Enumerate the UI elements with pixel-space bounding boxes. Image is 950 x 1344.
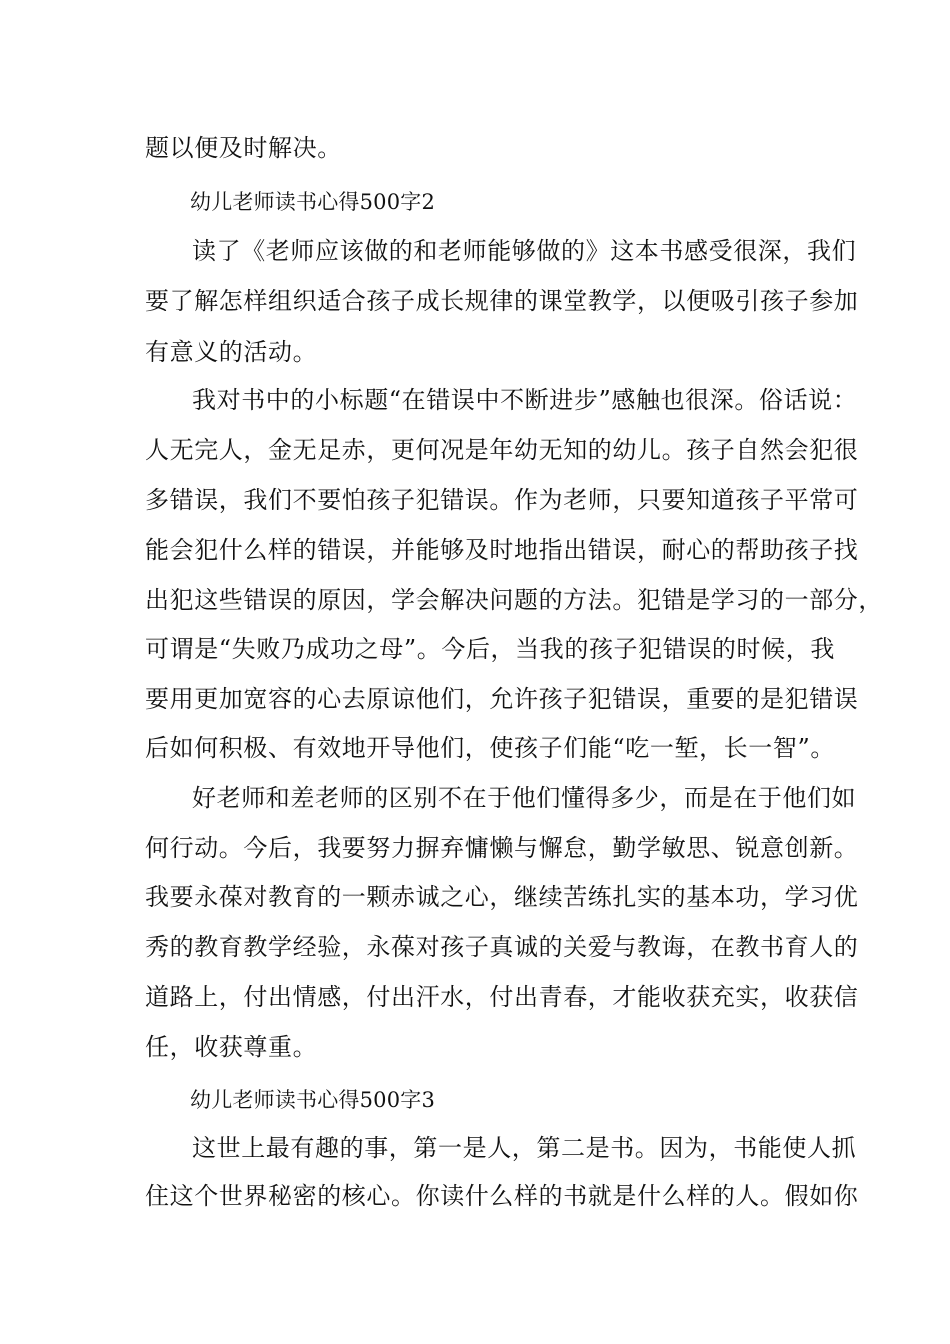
- text-line: 要了解怎样组织适合孩子成长规律的课堂教学，以便吸引孩子参加: [145, 287, 859, 315]
- text-line: 题以便及时解决。: [145, 134, 342, 162]
- text-line: 住这个世界秘密的核心。你读什么样的书就是什么样的人。假如你: [145, 1182, 859, 1210]
- text-line: 要用更加宽容的心去原谅他们，允许孩子犯错误，重要的是犯错误: [145, 685, 859, 713]
- text-line: 多错误，我们不要怕孩子犯错误。作为老师，只要知道孩子平常可: [145, 486, 859, 514]
- text-line: 后如何积极、有效地开导他们，使孩子们能“吃一堑，长一智”。: [145, 734, 835, 762]
- text-line: 秀的教育教学经验，永葆对孩子真诚的关爱与教诲，在教书育人的: [145, 933, 859, 961]
- text-line: 我要永葆对教育的一颗赤诚之心，继续苦练扎实的基本功，学习优: [145, 883, 859, 911]
- text-line: 人无完人，金无足赤，更何况是年幼无知的幼儿。孩子自然会犯很: [145, 436, 859, 464]
- text-line: 能会犯什么样的错误，并能够及时地指出错误，耐心的帮助孩子找: [145, 536, 859, 564]
- text-line: 读了《老师应该做的和老师能够做的》这本书感受很深，我们: [192, 237, 857, 265]
- text-line: 出犯这些错误的原因，学会解决问题的方法。犯错是学习的一部分，: [145, 586, 883, 614]
- text-line: 道路上，付出情感，付出汗水，付出青春，才能收获充实，收获信: [145, 983, 859, 1011]
- text-line: 我对书中的小标题“在错误中不断进步”感触也很深。俗话说：: [192, 386, 858, 414]
- text-line: 可谓是“失败乃成功之母”。今后，当我的孩子犯错误的时候，我: [145, 635, 835, 663]
- text-line: 好老师和差老师的区别不在于他们懂得多少，而是在于他们如: [192, 784, 857, 812]
- text-line: 有意义的活动。: [145, 338, 318, 366]
- section-heading: 幼儿老师读书心得500字3: [190, 1088, 436, 1112]
- text-line: 这世上最有趣的事，第一是人，第二是书。因为，书能使人抓: [192, 1134, 857, 1162]
- text-line: 何行动。今后，我要努力摒弃慵懒与懈怠，勤学敏思、锐意创新。: [145, 834, 859, 862]
- text-line: 任，收获尊重。: [145, 1033, 318, 1061]
- section-heading: 幼儿老师读书心得500字2: [190, 190, 436, 214]
